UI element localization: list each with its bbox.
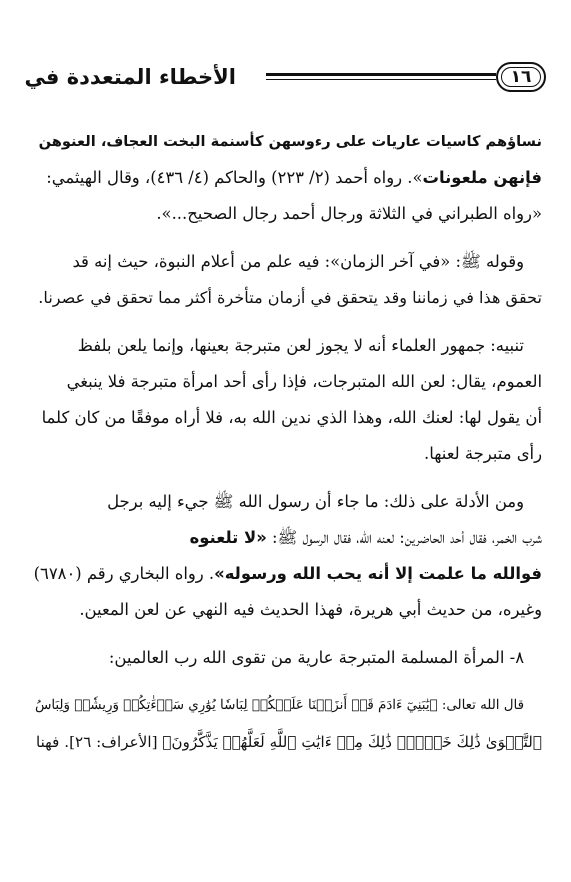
paragraph [30,484,542,628]
bold-text: فإنهن ملعونات [422,168,542,187]
paragraph [30,688,542,760]
plain-text: شرب الخمر، فقال أحد الحاضرين: لعنه الله، فقال الرسول ﷺ: [266,528,542,547]
text-line [30,160,542,196]
text-line [30,124,542,160]
text-line [30,328,542,364]
text-line [30,520,542,556]
text-line [30,400,542,436]
text-line [30,196,542,232]
plain-text: ومن الأدلة على ذلك: ما جاء أن رسول الله ﷺ جيء إليه برجل [107,492,524,511]
page-number-badge [496,62,546,92]
text-line [30,484,542,520]
plain-text: تحقق هذا في زماننا وقد يتحقق في أزمان متأخرة أكثر مما تحقق في عصرنا. [38,288,542,307]
header-rule-thin [266,79,496,80]
paragraph [30,640,542,676]
page-number: ١٦ [510,67,532,87]
plain-text: . رواه البخاري رقم (٦٧٨٠) [33,564,215,583]
text-line [30,436,542,472]
text-line [30,244,542,280]
plain-text: العموم، يقال: لعن الله المتبرجات، فإذا رأى أحد امرأة متبرجة فلا ينبغي [66,372,542,391]
text-line [30,556,542,592]
plain-text: تنبيه: جمهور العلماء أنه لا يجوز لعن متبرجة بعينها، وإنما يلعن بلفظ [77,336,524,355]
plain-text: أن يقول لها: لعنك الله، وهذا الذي ندين الله به، فلا أراه موفقًا من كان كلما [41,408,542,427]
paragraph [30,124,542,232]
plain-text: ». رواه أحمد (٢/ ٢٢٣) والحاكم (٤/ ٤٣٦)، وقال الهيثمي: [46,168,423,187]
plain-text: قال الله تعالى: ﴿يَٰبَنِيٓ ءَادَمَ قَدۡ أَنزَلۡنَا عَلَيۡكُمۡ لِبَاسٗا يُوَٰرِي سَوۡءَٰتِكُمۡ وَرِيشٗاۖ وَلِبَاسُ [34,698,524,713]
paragraph [30,244,542,316]
text-line [30,724,542,760]
paragraph [30,328,542,472]
bold-text: «لا تلعنوه [189,528,267,547]
header-rule-thick [266,73,496,76]
plain-text: وغيره، من حديث أبي هريرة، فهذا الحديث فيه النهي عن لعن المعين. [79,600,542,619]
plain-text: رأى متبرجة لعنها. [424,444,542,463]
text-line [30,640,542,676]
bold-text: فوالله ما علمت إلا أنه يحب الله ورسوله» [214,564,542,583]
page-number-frame [501,67,541,87]
running-title: الأخطاء المتعددة في [24,65,236,89]
text-line [30,592,542,628]
plain-text: «رواه الطبراني في الثلاثة ورجال أحمد رجال الصحيح...». [156,204,542,223]
page-header [26,62,546,98]
text-line [30,364,542,400]
text-line [30,280,542,316]
page-body [30,124,542,772]
plain-text: وقوله ﷺ: «في آخر الزمان»: فيه علم من أعلام النبوة، حيث إنه قد [72,252,524,271]
plain-text: ٱلتَّقۡوَىٰ ذَٰلِكَ خَيۡرٞۚ ذَٰلِكَ مِنۡ ءَايَٰتِ ٱللَّهِ لَعَلَّهُمۡ يَذَّكَّرُونَ﴾ [الأعراف: ٢٦]. فهنا [35,733,542,751]
plain-text: ٨- المرأة المسلمة المتبرجة عارية من تقوى الله رب العالمين: [108,648,524,667]
bold-text: نساؤهم كاسيات عاريات على رءوسهن كأسنمة البخت العجاف، العنوهن [38,133,542,150]
text-line [30,688,542,724]
